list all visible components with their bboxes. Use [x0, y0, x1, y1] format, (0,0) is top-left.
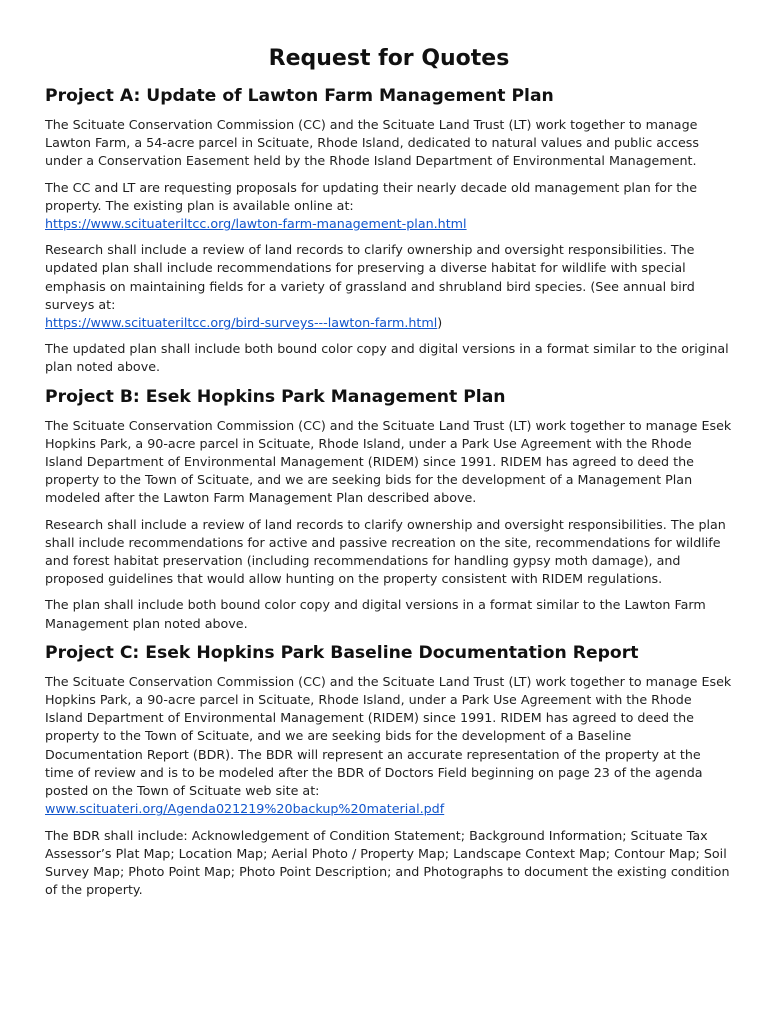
page-title: Request for Quotes: [268, 46, 510, 71]
project-a-paragraph-4: The updated plan shall include both bound color copy and digital versions in a format similar to the original plan noted above.: [45, 341, 729, 375]
agenda-pdf-link[interactable]: www.scituateri.org/Agenda021219%20backup%20material.pdf: [45, 801, 445, 817]
project-a-heading: Project A: Update of Lawton Farm Management Plan: [45, 86, 554, 106]
project-b-section: [45, 385, 733, 633]
project-a-paragraph-3-close: ): [437, 315, 443, 331]
project-a-paragraph-3-text: Research shall include a review of land records to clarify ownership and oversight responsibilities. The updated plan shall include recommendations for preserving a diverse habitat for wildlife with special emphasis on maintaining fields for a variety of grassland and shrubland bird species. (See annual bird surveys at:: [45, 242, 695, 312]
project-c-paragraph-1: [45, 673, 733, 819]
document-page: [45, 44, 733, 907]
project-a-paragraph-2: [45, 179, 733, 234]
project-b-paragraph-1: The Scituate Conservation Commission (CC) and the Scituate Land Trust (LT) work together to manage Esek Hopkins Park, a 90-acre parcel in Scituate, Rhode Island, under a Park Use Agreement with the Rhode Island Department of Environmental Management (RIDEM) since 1991. RIDEM has agreed to deed the property to the Town of Scituate, and we are seeking bids for the development of a Management Plan modeled after the Lawton Farm Management Plan described above.: [45, 417, 732, 506]
project-c-paragraph-1-text: The Scituate Conservation Commission (CC) and the Scituate Land Trust (LT) work together to manage Esek Hopkins Park, a 90-acre parcel in Scituate, Rhode Island, under a Park Use Agreement with the Rhode Island Department of Environmental Management (RIDEM) since 1991. RIDEM has agreed to deed the property to the Town of Scituate, and we are seeking bids for the development of a Baseline Documentation Report (BDR). The BDR will represent an accurate representation of the property at the time of review and is to be modeled after the BDR of Doctors Field beginning on page 23 of the agenda posted on the Town of Scituate web site at:: [45, 673, 732, 799]
bird-surveys-link[interactable]: https://www.scituateriltcc.org/bird-surveys---lawton-farm.html: [45, 315, 438, 331]
project-c-paragraph-2: The BDR shall include: Acknowledgement of Condition Statement; Background Information; Scituate Tax Assessor’s Plat Map; Location Map; Aerial Photo / Property Map; Landscape Context Map; Contour Map; Soil Survey Map; Photo Point Map; Photo Point Description; and Photographs to document the existing condition of the property.: [45, 827, 730, 898]
project-b-paragraph-3: The plan shall include both bound color copy and digital versions in a format similar to the Lawton Farm Management plan noted above.: [45, 597, 706, 631]
project-c-section: [45, 641, 733, 899]
project-a-section: [45, 84, 733, 377]
lawton-plan-link[interactable]: https://www.scituateriltcc.org/lawton-farm-management-plan.html: [45, 216, 467, 232]
project-a-paragraph-3: [45, 241, 733, 332]
project-c-heading: Project C: Esek Hopkins Park Baseline Documentation Report: [45, 642, 639, 663]
project-b-heading: Project B: Esek Hopkins Park Management Plan: [45, 386, 506, 407]
project-b-paragraph-2: Research shall include a review of land records to clarify ownership and oversight responsibilities. The plan shall include recommendations for active and passive recreation on the site, recommendations for wildlife and forest habitat preservation (including recommendations for handling gypsy moth damage), and proposed guidelines that would allow hunting on the property consistent with RIDEM regulations.: [45, 516, 726, 587]
project-a-paragraph-1: The Scituate Conservation Commission (CC) and the Scituate Land Trust (LT) work together to manage Lawton Farm, a 54-acre parcel in Scituate, Rhode Island, dedicated to natural values and public access under a Conservation Easement held by the Rhode Island Department of Environmental Management.: [45, 117, 699, 169]
project-a-paragraph-2-text: The CC and LT are requesting proposals for updating their nearly decade old management plan for the property. The existing plan is available online at:: [45, 179, 698, 213]
